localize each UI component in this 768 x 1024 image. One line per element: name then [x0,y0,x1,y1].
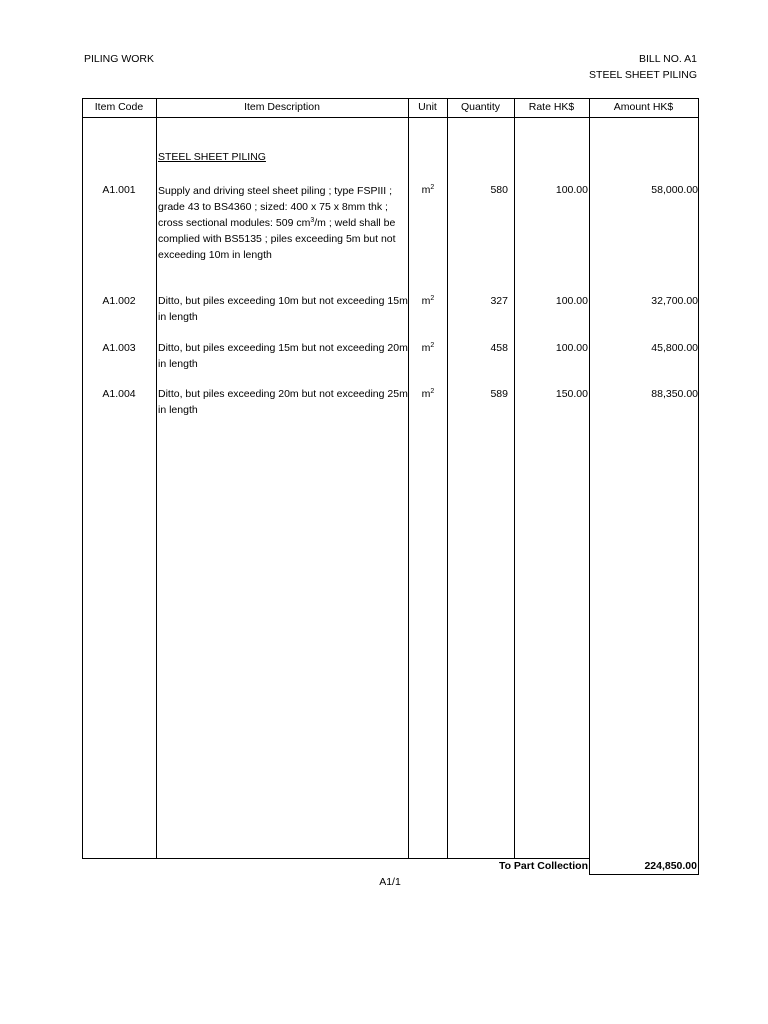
item-amount: 32,700.00 [651,295,698,307]
item-quantity: 580 [490,184,508,196]
item-unit: $m^2$ [421,342,435,354]
bill-number: BILL NO. A1 [639,53,697,65]
item-quantity: 589 [490,388,508,400]
page-reference: A1/1 [379,876,401,888]
item-rate: 100.00 [555,184,588,196]
column-divider [447,98,448,859]
item-code: A1.004 [102,388,136,400]
section-heading: STEEL SHEET PILING [158,151,266,163]
column-header-quantity: Quantity [460,101,501,113]
table-top-border [82,98,699,99]
item-amount: 58,000.00 [651,184,698,196]
column-header-rate: Rate HK$ [528,101,575,113]
total-underline [589,874,699,875]
item-unit: $m^2$ [421,295,435,307]
item-amount: 45,800.00 [651,342,698,354]
column-divider [156,98,157,859]
column-divider [698,98,699,875]
column-divider [408,98,409,859]
item-description: Ditto, but piles exceeding 20m but not exceeding 25m in length [158,388,408,416]
bill-title: STEEL SHEET PILING [589,69,697,81]
column-divider [82,98,83,859]
item-quantity: 458 [490,342,508,354]
item-rate: 100.00 [555,342,588,354]
item-code: A1.002 [102,295,136,307]
item-amount: 88,350.00 [651,388,698,400]
part-collection-total: 224,850.00 [644,860,697,872]
column-header-description: Item Description [244,101,320,113]
item-code: A1.001 [102,184,136,196]
item-rate: 100.00 [555,295,588,307]
item-quantity: 327 [490,295,508,307]
item-unit: $m^2$ [421,388,435,400]
column-header-amount: Amount HK$ [613,101,674,113]
document-title: PILING WORK [84,53,155,65]
item-description: Ditto, but piles exceeding 10m but not exceeding 15m in length [158,295,408,323]
column-header-code: Item Code [94,101,144,113]
part-collection-label: To Part Collection [498,860,588,872]
item-unit: $m^2$ [421,184,435,196]
column-header-unit: Unit [418,101,437,113]
column-divider [514,98,515,859]
item-description: Ditto, but piles exceeding 15m but not exceeding 20m in length [158,342,408,370]
item-rate: 150.00 [555,388,588,400]
header-bottom-border [82,117,699,118]
item-description: Supply and driving steel sheet piling ; type FSPIII ; grade 43 to BS4360 ; sized: 400 x 75 x 8mm thk ; cross sectional modules: 509 $cm^3/m$ ; weld shall be complied with BS5135 ; piles exceeding 5m but not exceeding 10m in length [158,185,396,261]
item-code: A1.003 [102,342,136,354]
column-divider [589,98,590,875]
